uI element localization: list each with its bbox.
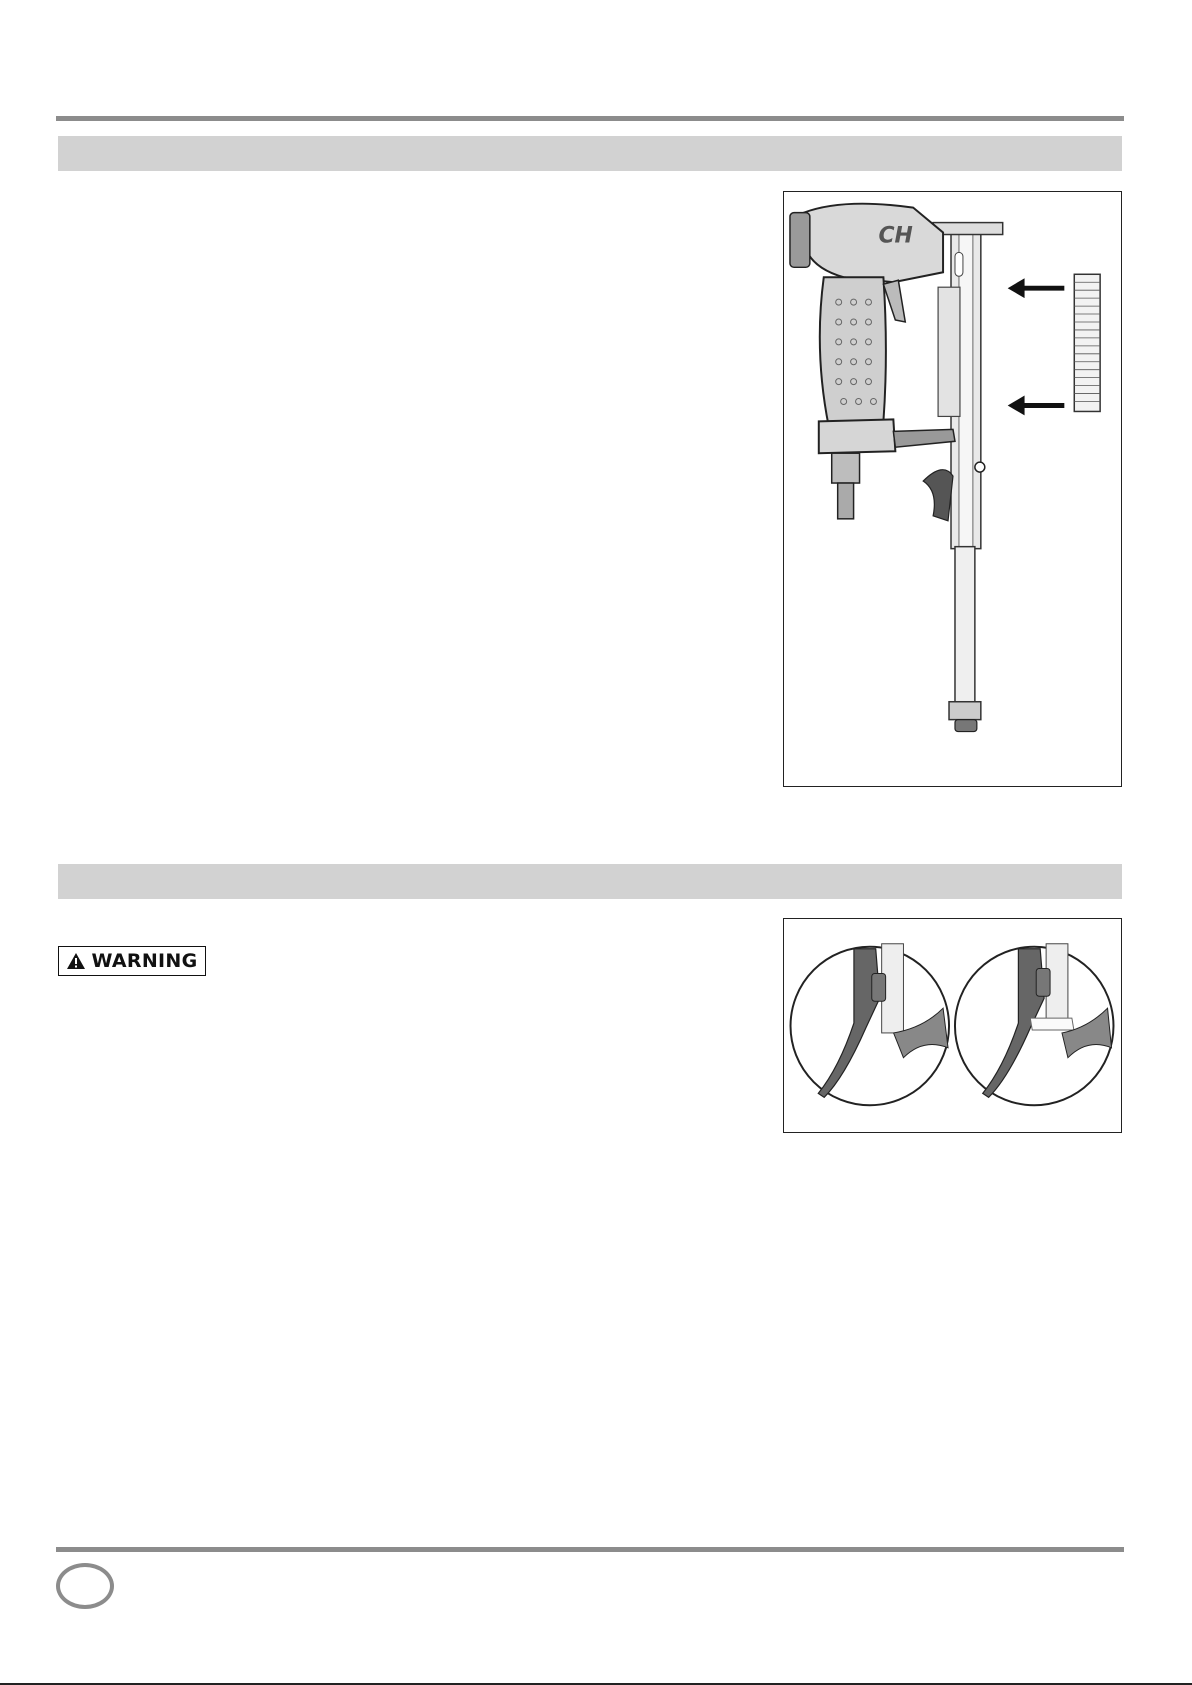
safety-detail-figure — [783, 918, 1122, 1133]
contact-trip-detail-illustration — [784, 919, 1121, 1132]
bottom-rule — [56, 1547, 1124, 1552]
warning-label: WARNING — [91, 950, 198, 972]
section-header-bar-2 — [58, 864, 1122, 899]
loading-figure — [783, 191, 1122, 787]
top-rule — [56, 116, 1124, 121]
section-header-bar-1 — [58, 136, 1122, 171]
staple-gun-loading-illustration — [784, 192, 1121, 786]
detail-circle-right — [955, 944, 1114, 1105]
warning-badge — [58, 946, 206, 976]
warning-triangle-icon — [66, 952, 86, 970]
detail-circle-left — [791, 944, 950, 1105]
svg-text:CH: CH — [878, 223, 913, 249]
page-number-circle — [56, 1563, 114, 1609]
